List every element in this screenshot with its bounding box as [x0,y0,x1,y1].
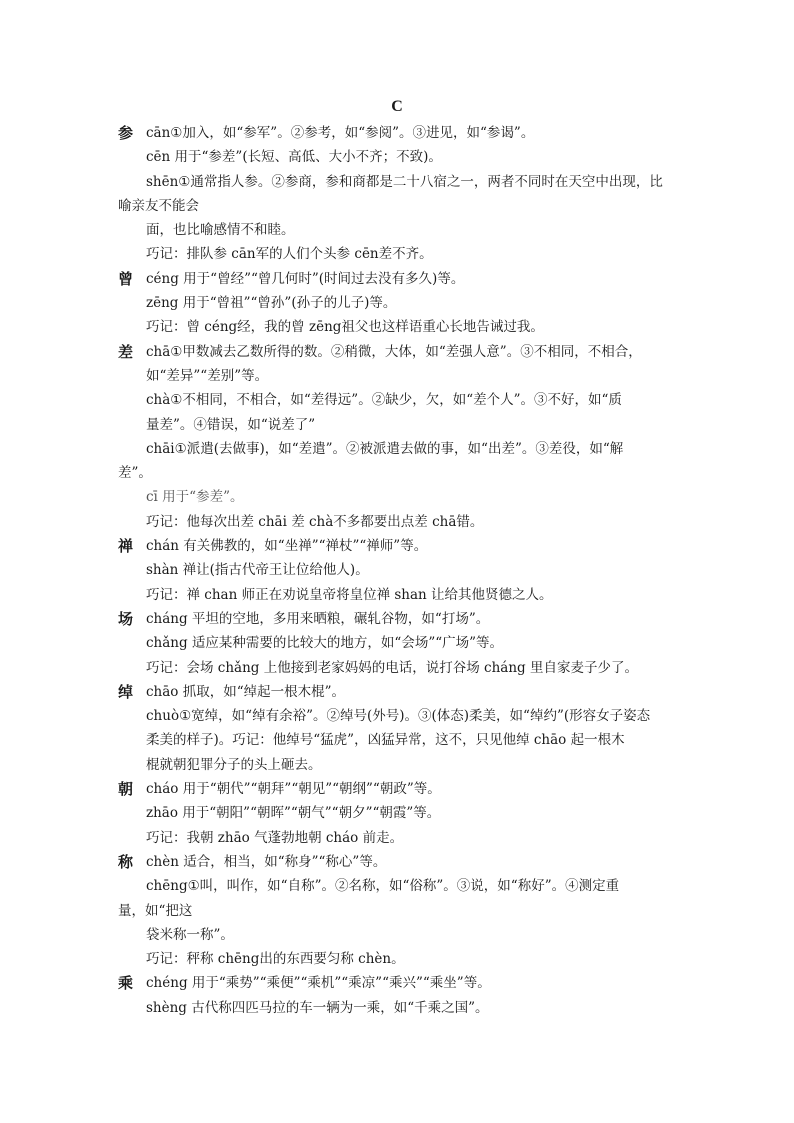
entry-line: shèng 古代称四匹马拉的车一辆为一乘，如“千乘之国”。 [146,999,489,1016]
entry-line: 巧记：秤称 chēng出的东西要匀称 chèn。 [146,951,405,968]
entry-line: zēng 用于“曾祖”“曾孙”(孙子的儿子)等。 [146,295,397,312]
entry-line: 巧记：我朝 zhāo 气蓬勃地朝 cháo 前走。 [146,829,404,846]
entry-line: 面，也比喻感情不和睦。 [146,222,295,239]
entry-line: chǎng 适应某种需要的比较大的地方，如“会场”“广场”等。 [146,635,504,652]
entry-line: 喻亲友不能会 [118,197,199,214]
entry-chang [118,607,678,680]
entry-line: 巧记：排队参 cān军的人们个头参 cēn差不齐。 [146,246,433,263]
entry-head-char: 曾 [118,269,134,288]
entry-line: 巧记：会场 chǎng 上他接到老家妈妈的电话，说打谷场 cháng 里自家麦子少了。 [146,659,638,676]
entry-line: shēn①通常指人参。②参商，参和商都是二十八宿之一，两者不同时在天空中出现，比 [146,173,663,190]
entry-can [118,121,678,267]
entry-line: 巧记：禅 chan 师正在劝说皇帝将皇位禅 shan 让给其他贤德之人。 [146,586,553,603]
entry-list [118,121,678,1020]
entry-line: 量，如“把这 [118,902,193,919]
entry-line: chéng 用于“乘势”“乘便”“乘机”“乘凉”“乘兴”“乘坐”等。 [146,975,491,992]
entry-head-char: 朝 [118,780,134,799]
entry-line: chèn 适合，相当，如“称身”“称心”等。 [146,853,387,870]
entry-line: shàn 禅让(指古代帝王让位给他人)。 [146,562,369,579]
entry-head-char: 参 [118,124,134,142]
entry-head-char: 乘 [118,974,134,993]
entry-chan [118,534,678,607]
entry-head-char: 禅 [118,537,134,556]
entry-ceng [118,267,678,340]
entry-line: cān①加入，如“参军”。②参考，如“参阅”。③进见，如“参谒”。 [146,125,535,141]
entry-line: chán 有关佛教的，如“坐禅”“禅杖”“禅师”等。 [146,538,428,555]
entry-line: cháng 平坦的空地，多用来晒粮，碾轧谷物，如“打场”。 [146,610,490,627]
entry-line: cháo 用于“朝代”“朝拜”“朝见”“朝纲”“朝政”等。 [146,781,441,798]
entry-line: 袋米称一称”。 [146,926,234,943]
entry-line: 巧记：他每次出差 chāi 差 chà不多都要出点差 chā错。 [146,513,484,530]
entry-line: chuò①宽绰，如“绰有余裕”。②绰号(外号)。③(体态)柔美，如“绰约”(形容女子姿态 [146,708,651,725]
entry-line: chā①甲数减去乙数所得的数。②稍微，大体，如“差强人意”。③不相同，不相合， [146,343,642,360]
entry-cheng [118,850,678,971]
section-heading: C [391,98,403,115]
entry-cha [118,340,678,534]
entry-line: cēn 用于“参差”(长短、高低、大小不齐；不致)。 [146,149,442,166]
entry-line: 巧记：曾 céng经，我的曾 zēng祖父也这样语重心长地告诫过我。 [146,319,544,336]
entry-line: 差”。 [118,465,152,482]
entry-line: 如“差异”“差别”等。 [146,367,269,384]
entry-line: 棍就朝犯罪分子的头上砸去。 [146,756,322,773]
entry-line: 柔美的样子)。巧记：他绰号“猛虎”，凶猛异常，这不，只见他绰 chāo 起一根木 [146,732,625,749]
entry-line: céng 用于“曾经”“曾几何时”(时间过去没有多久)等。 [146,270,465,287]
entry-line: chà①不相同，不相合，如“差得远”。②缺少，欠，如“差个人”。③不好，如“质 [146,392,622,409]
entry-head-char: 差 [118,342,134,361]
entry-sheng [118,971,678,1020]
entry-line: zhāo 用于“朝阳”“朝晖”“朝气”“朝夕”“朝霞”等。 [146,805,441,822]
entry-line: chāi①派遣(去做事)，如“差遣”。②被派遣去做的事，如“出差”。③差役，如“解 [146,440,624,457]
entry-line: chāo 抓取，如“绰起一根木棍”。 [146,683,346,700]
entry-head-char: 场 [118,609,134,628]
entry-head-char: 称 [118,852,134,871]
entry-line: cī 用于“参差”。 [146,489,244,506]
entry-chao [118,680,678,777]
entry-line: 量差”。④错误，如“说差了” [146,416,316,433]
entry-head-char: 绰 [118,682,134,701]
entry-line: chēng①叫，叫作，如“自称”。②名称，如“俗称”。③说，如“称好”。④测定重 [146,878,620,895]
entry-zhao [118,777,678,850]
